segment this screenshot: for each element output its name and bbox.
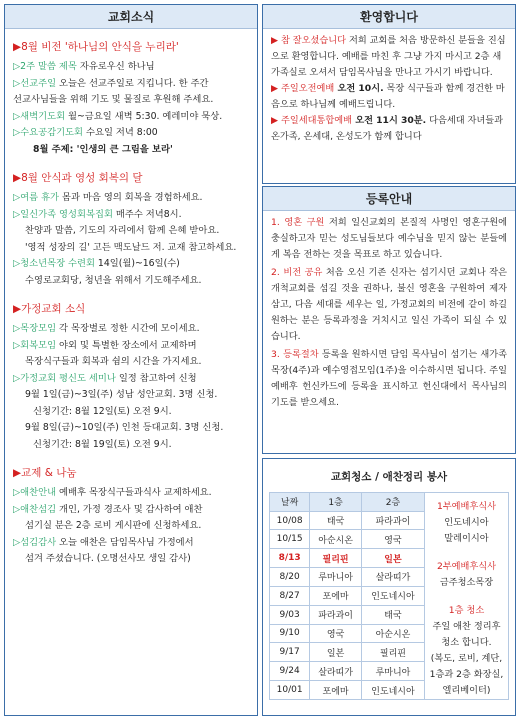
cleaning-note-1: 주일 애찬 정리후 bbox=[432, 621, 501, 632]
arrow-icon: ▷ bbox=[13, 503, 21, 515]
schedule-date: 10/15 bbox=[270, 530, 310, 549]
cleaning-schedule-table bbox=[269, 492, 425, 700]
arrow-icon: ▷ bbox=[13, 536, 21, 548]
welcome-header: 환영합니다 bbox=[263, 5, 515, 29]
news-section-title-text: 8월 안식과 영성 회복의 달 bbox=[21, 172, 143, 184]
registration-step-label: 3. 등록절차 bbox=[271, 348, 319, 360]
welcome-text: 저희 교회를 처음 방문하신 분들을 진심으로 환영합니다. 예배를 마친 후 그냥 가지 마시고 2층 새가족실로 오셔서 담임목사님을 만나고 가시기 바랍니다. bbox=[271, 35, 506, 78]
table-row bbox=[270, 511, 425, 530]
first-meal-team-2: 말레이시아 bbox=[444, 533, 489, 544]
news-item-text: 14일(월)~16일(수) bbox=[94, 258, 180, 269]
news-item bbox=[13, 321, 249, 338]
news-item-label: 일신가족 영성회복집회 bbox=[20, 208, 113, 220]
cleaning-note-2: 청소 합니다. bbox=[441, 637, 492, 648]
schedule-floor2: 영국 bbox=[361, 530, 424, 549]
news-item-label: 목장모임 bbox=[20, 323, 57, 334]
news-item bbox=[13, 92, 249, 109]
news-item bbox=[13, 142, 249, 159]
news-item bbox=[13, 338, 249, 355]
meal-service-info bbox=[425, 492, 509, 700]
table-row bbox=[270, 549, 425, 568]
news-item bbox=[13, 190, 249, 207]
news-item bbox=[13, 109, 249, 126]
first-meal-label: 1부예배후식사 bbox=[436, 501, 497, 512]
news-item bbox=[13, 437, 249, 454]
table-row bbox=[270, 624, 425, 643]
news-section bbox=[13, 39, 249, 158]
schedule-date: 10/08 bbox=[270, 511, 310, 530]
cleaning-note-5: 엘리베이터) bbox=[442, 685, 491, 696]
schedule-floor2: 필리핀 bbox=[361, 643, 424, 662]
news-item bbox=[13, 535, 249, 552]
arrow-icon: ▷ bbox=[13, 192, 21, 203]
news-item bbox=[13, 240, 249, 257]
schedule-floor2: 파라과이 bbox=[361, 511, 424, 530]
welcome-time: 오전 11시 30분. bbox=[352, 115, 427, 126]
schedule-floor2: 태국 bbox=[361, 605, 424, 624]
schedule-floor1: 아순시온 bbox=[310, 530, 362, 549]
church-news-header: 교회소식 bbox=[5, 5, 257, 29]
welcome-text: 목장 식구들과 함께 경건한 마음으로 하나님께 예배드립니다. bbox=[271, 83, 505, 110]
news-item bbox=[13, 354, 249, 371]
schedule-date: 10/01 bbox=[270, 681, 310, 700]
registration-paragraph bbox=[271, 347, 507, 412]
triangle-icon: ▶ bbox=[13, 303, 22, 315]
triangle-icon: ▶ bbox=[13, 172, 22, 184]
news-item bbox=[13, 518, 249, 535]
schedule-floor2: 아순시온 bbox=[361, 624, 424, 643]
cleaning-note-3: (복도, 로비, 계단, bbox=[430, 653, 503, 664]
registration-panel bbox=[262, 186, 516, 454]
welcome-label: 주일세대통합예배 bbox=[281, 115, 353, 126]
news-item-label: 새벽기도회 bbox=[20, 110, 66, 122]
news-item bbox=[13, 485, 249, 502]
news-item bbox=[13, 387, 249, 404]
schedule-floor1: 태국 bbox=[310, 511, 362, 530]
schedule-floor2: 일본 bbox=[361, 549, 424, 568]
news-item-text: 8월 주제: '인생의 큰 그림을 보라' bbox=[33, 143, 173, 155]
news-item-text: 오늘 애찬은 담임목사님 가정에서 bbox=[56, 536, 194, 548]
welcome-label: 참 잘오셨습니다 bbox=[281, 35, 347, 46]
schedule-floor1: 포에마 bbox=[310, 681, 362, 700]
table-row bbox=[270, 568, 425, 587]
arrow-icon: ▷ bbox=[13, 127, 21, 138]
news-item-label: 회복모임 bbox=[20, 339, 57, 351]
registration-step-text: 처음 오신 기존 신자는 섬기시던 교회나 작은 개척교회를 섬길 것을 권하나, 불신 영혼을 구원하여 제자 삼고, 다음 세대를 세우는 일, 가정교회의 비전에 같이 하길 원하는 분은 등록과정을 거치시고 일신 가족이 되실 수 있습니다. bbox=[271, 266, 507, 343]
schedule-floor1: 루마니아 bbox=[310, 568, 362, 587]
table-row bbox=[270, 643, 425, 662]
news-item bbox=[13, 125, 249, 142]
arrow-icon: ▷ bbox=[13, 61, 21, 72]
registration-paragraph bbox=[271, 265, 507, 346]
triangle-icon: ▶ bbox=[13, 41, 22, 53]
triangle-icon: ▶ bbox=[271, 35, 281, 46]
cleaning-panel bbox=[262, 458, 516, 716]
news-item-text: 수영로교회당, 청년을 위해서 기도해주세요. bbox=[25, 274, 202, 286]
news-item-text: 몸과 마음 영의 회복을 경험하세요. bbox=[59, 192, 203, 203]
schedule-floor1: 필리핀 bbox=[310, 549, 362, 568]
news-item-text: '영적 성장의 길' 고든 맥도날드 저. 교재 참고하세요. bbox=[25, 241, 237, 253]
second-meal-team: 금주청소목장 bbox=[439, 577, 494, 588]
news-item-label: 섬김감사 bbox=[20, 536, 57, 548]
triangle-icon: ▶ bbox=[271, 115, 281, 126]
news-item bbox=[13, 404, 249, 421]
triangle-icon: ▶ bbox=[271, 83, 281, 94]
schedule-floor1: 파라과이 bbox=[310, 605, 362, 624]
news-section bbox=[13, 465, 249, 568]
arrow-icon: ▷ bbox=[13, 323, 21, 334]
news-item-text: 월~금요일 새벽 5:30. 예레미야 묵상. bbox=[65, 110, 223, 122]
news-section-title bbox=[13, 301, 249, 316]
news-item bbox=[13, 59, 249, 76]
registration-step-text: 저희 일신교회의 본질적 사명인 영혼구원에 충실하고자 믿는 성도님들보다 예수님을 믿지 않는 분들에게 복음 전하는 것을 목표로 하고 있습니다. bbox=[271, 217, 507, 261]
news-item-text: 9월 1일(금)~3일(주) 성남 성안교회. 3명 신청. bbox=[25, 389, 218, 400]
news-item-text: 야외 및 특별한 장소에서 교제하며 bbox=[56, 339, 197, 351]
news-item bbox=[13, 502, 249, 519]
news-item-label: 선교주일 bbox=[20, 77, 57, 89]
news-item bbox=[13, 76, 249, 93]
schedule-floor1: 영국 bbox=[310, 624, 362, 643]
news-section bbox=[13, 170, 249, 289]
news-item-label: 여름 휴가 bbox=[20, 192, 60, 203]
first-meal-team-1: 인도네시아 bbox=[444, 517, 489, 528]
col-header-date: 날짜 bbox=[270, 493, 310, 512]
news-section-title bbox=[13, 465, 249, 480]
welcome-body bbox=[263, 29, 515, 149]
news-section-title-text: 교제 & 나눔 bbox=[21, 467, 77, 479]
welcome-text: 다음세대 자녀들과 온가족, 온세대, 온성도가 함께 합니다 bbox=[271, 115, 504, 142]
triangle-icon: ▶ bbox=[13, 467, 22, 479]
news-item-text: 선교사님들을 위해 기도 및 물질로 후원해 주세요. bbox=[13, 94, 214, 105]
news-item-text: 수요일 저녁 8:00 bbox=[83, 127, 158, 138]
news-item-text: 자유로우신 하나님 bbox=[76, 61, 155, 72]
news-item bbox=[13, 223, 249, 240]
news-item-text: 섬기실 분은 2층 로비 게시판에 신청하세요. bbox=[25, 520, 202, 531]
registration-step-label: 2. 비전 공유 bbox=[271, 266, 323, 278]
schedule-date: 8/13 bbox=[270, 549, 310, 568]
schedule-floor1: 일본 bbox=[310, 643, 362, 662]
news-item-text: 매주수 저녁8시. bbox=[112, 208, 182, 220]
news-item-text: 신청기간: 8월 19일(토) 오전 9시. bbox=[33, 438, 172, 450]
registration-body bbox=[263, 211, 515, 416]
welcome-panel bbox=[262, 4, 516, 184]
welcome-paragraph bbox=[271, 81, 507, 113]
welcome-time: 오전 10시. bbox=[334, 83, 384, 94]
news-section-title bbox=[13, 39, 249, 54]
welcome-paragraph bbox=[271, 113, 507, 145]
col-header-floor2: 2층 bbox=[361, 493, 424, 512]
registration-step-label: 1. 영혼 구원 bbox=[271, 217, 325, 228]
news-section bbox=[13, 301, 249, 453]
news-item-label: 가정교회 평신도 세미나 bbox=[20, 372, 116, 384]
news-item-label: 청소년목장 수련회 bbox=[20, 258, 95, 269]
news-item bbox=[13, 551, 249, 568]
news-item-text: 예배후 목장식구들과식사 교제하세요. bbox=[56, 487, 212, 498]
schedule-floor2: 인도네시아 bbox=[361, 681, 424, 700]
news-item-label: 2주 말씀 제목 bbox=[20, 61, 77, 72]
schedule-floor2: 루마니아 bbox=[361, 662, 424, 681]
table-row bbox=[270, 605, 425, 624]
church-news-body bbox=[5, 29, 257, 572]
news-item-label: 애찬안내 bbox=[20, 487, 57, 498]
news-item-text: 신청기간: 8월 12일(토) 오전 9시. bbox=[33, 405, 172, 417]
news-item-text: 찬양과 말씀, 기도의 자리에서 함께 은혜 받아요. bbox=[25, 225, 220, 236]
registration-paragraph bbox=[271, 215, 507, 264]
schedule-floor2: 살라띠가 bbox=[361, 568, 424, 587]
cleaning-title: 교회청소 / 애찬정리 봉사 bbox=[330, 471, 448, 483]
arrow-icon: ▷ bbox=[13, 372, 21, 384]
news-item-text: 오늘은 선교주일로 지킵니다. 한 주간 bbox=[56, 77, 209, 89]
news-section-title bbox=[13, 170, 249, 185]
news-item bbox=[13, 207, 249, 224]
table-row bbox=[270, 586, 425, 605]
news-item bbox=[13, 256, 249, 273]
schedule-date: 9/24 bbox=[270, 662, 310, 681]
news-item-text: 개인, 가정 경조사 및 감사하여 애찬 bbox=[56, 503, 203, 515]
news-item bbox=[13, 420, 249, 437]
table-row bbox=[270, 681, 425, 700]
news-item-label: 수요공감기도회 bbox=[20, 127, 84, 138]
schedule-floor1: 살라띠가 bbox=[310, 662, 362, 681]
registration-header: 등록안내 bbox=[263, 187, 515, 211]
arrow-icon: ▷ bbox=[13, 77, 21, 89]
news-section-title-text: 8월 비전 '하나님의 안식을 누리라' bbox=[21, 41, 179, 53]
schedule-date: 9/03 bbox=[270, 605, 310, 624]
news-item-text: 일정 참고하여 신청 bbox=[115, 372, 197, 384]
schedule-floor2: 인도네시아 bbox=[361, 586, 424, 605]
floor1-cleaning-label: 1층 청소 bbox=[448, 605, 485, 616]
second-meal-label: 2부예배후식사 bbox=[436, 561, 497, 572]
news-item-text: 각 목장별로 정한 시간에 모이세요. bbox=[56, 323, 200, 334]
arrow-icon: ▷ bbox=[13, 208, 21, 220]
col-header-floor1: 1층 bbox=[310, 493, 362, 512]
schedule-date: 9/17 bbox=[270, 643, 310, 662]
news-item-text: 목장식구들과 회복과 쉼의 시간을 가지세요. bbox=[25, 356, 202, 367]
arrow-icon: ▷ bbox=[13, 339, 21, 351]
news-item-text: 9월 8일(금)~10일(주) 인천 등대교회. 3명 신청. bbox=[25, 422, 224, 433]
church-news-panel bbox=[4, 4, 258, 716]
registration-step-text: 등록을 원하시면 담임 목사님이 섬기는 새가족목장(4주)과 예수영접모임(1주)을 이수하시면 됩니다. 주일예배후 헌신카드에 등록을 표시하고 헌신대에서 목사님의 기도를 받으세요. bbox=[271, 348, 508, 409]
cleaning-note-4: 1층과 2층 화장실, bbox=[429, 669, 504, 680]
schedule-floor1: 포에마 bbox=[310, 586, 362, 605]
news-item bbox=[13, 273, 249, 290]
news-item bbox=[13, 371, 249, 388]
welcome-paragraph bbox=[271, 33, 507, 81]
table-row bbox=[270, 662, 425, 681]
schedule-date: 8/27 bbox=[270, 586, 310, 605]
arrow-icon: ▷ bbox=[13, 258, 21, 269]
news-item-label: 애찬섬김 bbox=[20, 503, 57, 515]
table-row bbox=[270, 530, 425, 549]
news-item-text: 섬겨 주셨습니다. (오명선사모 생일 감사) bbox=[25, 553, 191, 564]
arrow-icon: ▷ bbox=[13, 487, 21, 498]
welcome-label: 주일오전예배 bbox=[281, 83, 335, 94]
news-section-title-text: 가정교회 소식 bbox=[21, 303, 86, 315]
schedule-date: 9/10 bbox=[270, 624, 310, 643]
schedule-date: 8/20 bbox=[270, 568, 310, 587]
arrow-icon: ▷ bbox=[13, 110, 21, 122]
